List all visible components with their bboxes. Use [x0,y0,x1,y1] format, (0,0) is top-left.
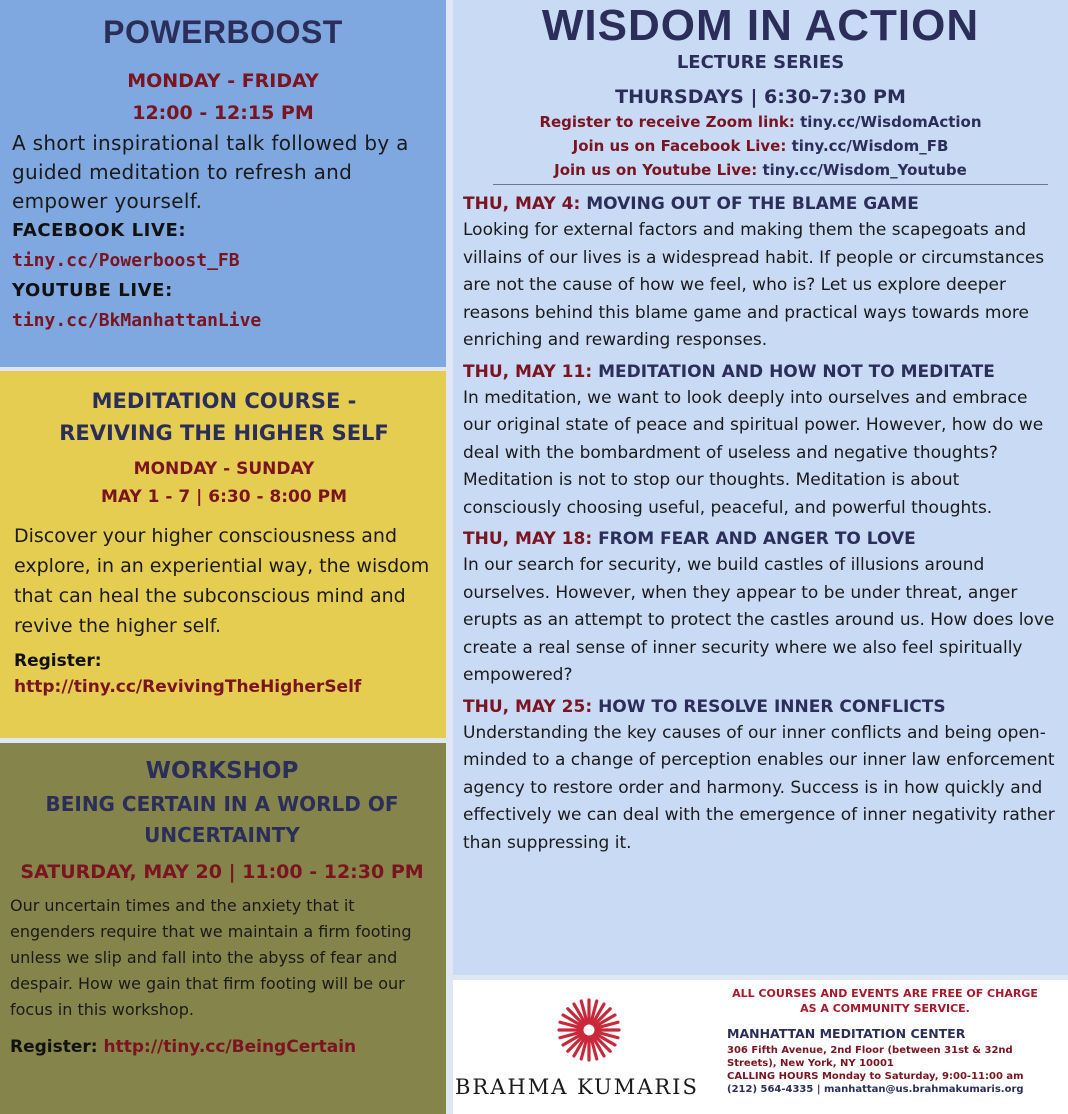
powerboost-days: MONDAY - FRIDAY [127,70,319,92]
meditation-title-line2: REVIVING THE HIGHER SELF [59,421,389,445]
wisdom-lecture-panel [453,0,1068,975]
workshop-register-label: Register: [10,1037,98,1057]
free-notice-line1: ALL COURSES AND EVENTS ARE FREE OF CHARGE [732,987,1038,1000]
talk-title: HOW TO RESOLVE INNER CONFLICTS [598,696,946,717]
youtube-live-label: YOUTUBE LIVE: [12,280,173,301]
talk-description: Looking for external factors and making them the scapegoats and villains of our lives is a widespread habit. If people or circumstances are not the cause of how we feel, who is? Let us explore deeper reasons behind this blame game and practical ways towards more enriching and rewarding responses. [463,220,1045,350]
talk-title: MEDITATION AND HOW NOT TO MEDITATE [598,361,995,382]
contact-info[interactable]: (212) 564-4335 | manhattan@us.brahmakumaris.org [727,1084,1024,1095]
talk-title: MOVING OUT OF THE BLAME GAME [586,194,919,214]
workshop-panel [0,743,446,1114]
address-line2: Streets), New York, NY 10001 [727,1058,894,1069]
powerboost-time: 12:00 - 12:15 PM [132,102,314,124]
meditation-dates: MAY 1 - 7 | 6:30 - 8:00 PM [100,487,348,507]
workshop-description: Our uncertain times and the anxiety that it engenders require that we maintain a firm footing unless we slip and fall into the abyss of fear and despair. How we gain that firm footing will be our focus in this workshop. [10,896,412,1019]
talk-item [463,526,1058,690]
wisdom-schedule: THURSDAYS | 6:30-7:30 PM [615,86,906,108]
address-line1: 306 Fifth Avenue, 2nd Floor (between 31st & 32nd [727,1045,1013,1056]
facebook-join-label: Join us on Facebook Live: [572,137,787,155]
talk-title: FROM FEAR AND ANGER TO LOVE [598,529,916,549]
zoom-register-link[interactable]: tiny.cc/WisdomAction [800,113,982,131]
calling-hours: CALLING HOURS Monday to Saturday, 9:00-11:00 am [727,1071,1024,1082]
talk-description: In our search for security, we build castles of illusions around ourselves. However, when they appear to be under threat, anger erupts as an attempt to protect the castles around us. How does love create a real sense of inner security where we also feel spiritually empowered? [463,555,1055,685]
workshop-subtitle-line1: BEING CERTAIN IN A WORLD OF [45,792,399,816]
center-info [727,1044,1024,1096]
meditation-title-line1: MEDITATION COURSE - [91,389,357,413]
talk-heading [463,694,1058,720]
zoom-register-line [463,110,1058,134]
powerboost-panel [0,0,446,367]
talk-heading [463,191,1058,217]
talk-date: THU, MAY 18: [463,529,593,549]
brahma-kumaris-logo-icon [557,998,621,1062]
facebook-join-link[interactable]: tiny.cc/Wisdom_FB [791,137,949,155]
powerboost-title: POWERBOOST [103,14,343,50]
workshop-date: SATURDAY, MAY 20 | 11:00 - 12:30 PM [20,861,424,883]
facebook-join-line [463,134,1058,158]
talk-description: In meditation, we want to look deeply into ourselves and embrace our original state of peace and spiritual power. However, how do we deal with the bombardment of useless and negative thoughts? Meditation is not to stop our thoughts. Meditation is about consciously choosing useful, peaceful, and powerful thoughts. [463,387,1044,518]
talk-date: THU, MAY 4: [463,194,581,214]
meditation-register-link[interactable]: http://tiny.cc/RevivingTheHigherSelf [14,677,362,697]
meditation-register-label: Register: [14,651,102,671]
lecture-series-label: LECTURE SERIES [676,52,845,73]
facebook-live-label: FACEBOOK LIVE: [12,220,187,241]
talk-description: Understanding the key causes of our inner conflicts and being open-minded to a change of perception enables our inner law enforcement agency to restore order and harmony. Success is in how quickly and effectively we can deal with the emergence of inner negativity rather than suppressing it. [463,722,1055,853]
talk-heading [463,359,1058,385]
talk-heading [463,526,1058,552]
free-notice-line2: AS A COMMUNITY SERVICE. [800,1002,970,1015]
center-name: MANHATTAN MEDITATION CENTER [727,1026,966,1041]
meditation-description: Discover your higher consciousness and explore, in an experiential way, the wisdom that can heal the subconscious mind and revive the higher self. [14,525,430,637]
brand-name: BRAHMA KUMARIS [455,1075,699,1099]
talk-item [463,359,1058,523]
divider [493,184,1048,185]
footer [453,980,1068,1114]
wisdom-title: WISDOM IN ACTION [541,1,980,50]
powerboost-description: A short inspirational talk followed by a guided meditation to refresh and empower yourself. [12,131,409,213]
free-of-charge-notice [707,986,1063,1016]
youtube-live-link[interactable]: tiny.cc/BkManhattanLive [12,310,262,331]
talk-item [463,191,1058,355]
workshop-subtitle-line2: UNCERTAINTY [144,823,300,847]
workshop-register [10,1037,434,1057]
talk-date: THU, MAY 11: [463,361,593,382]
meditation-course-panel [0,371,446,738]
zoom-register-label: Register to receive Zoom link: [539,113,795,131]
workshop-title: WORKSHOP [145,758,299,784]
talk-item [463,694,1058,858]
workshop-register-link[interactable]: http://tiny.cc/BeingCertain [103,1037,357,1057]
youtube-join-link[interactable]: tiny.cc/Wisdom_Youtube [762,161,967,179]
meditation-days: MONDAY - SUNDAY [133,459,315,479]
talk-date: THU, MAY 25: [463,696,593,717]
youtube-join-label: Join us on Youtube Live: [554,161,758,179]
youtube-join-line [463,158,1058,182]
facebook-live-link[interactable]: tiny.cc/Powerboost_FB [12,250,240,271]
